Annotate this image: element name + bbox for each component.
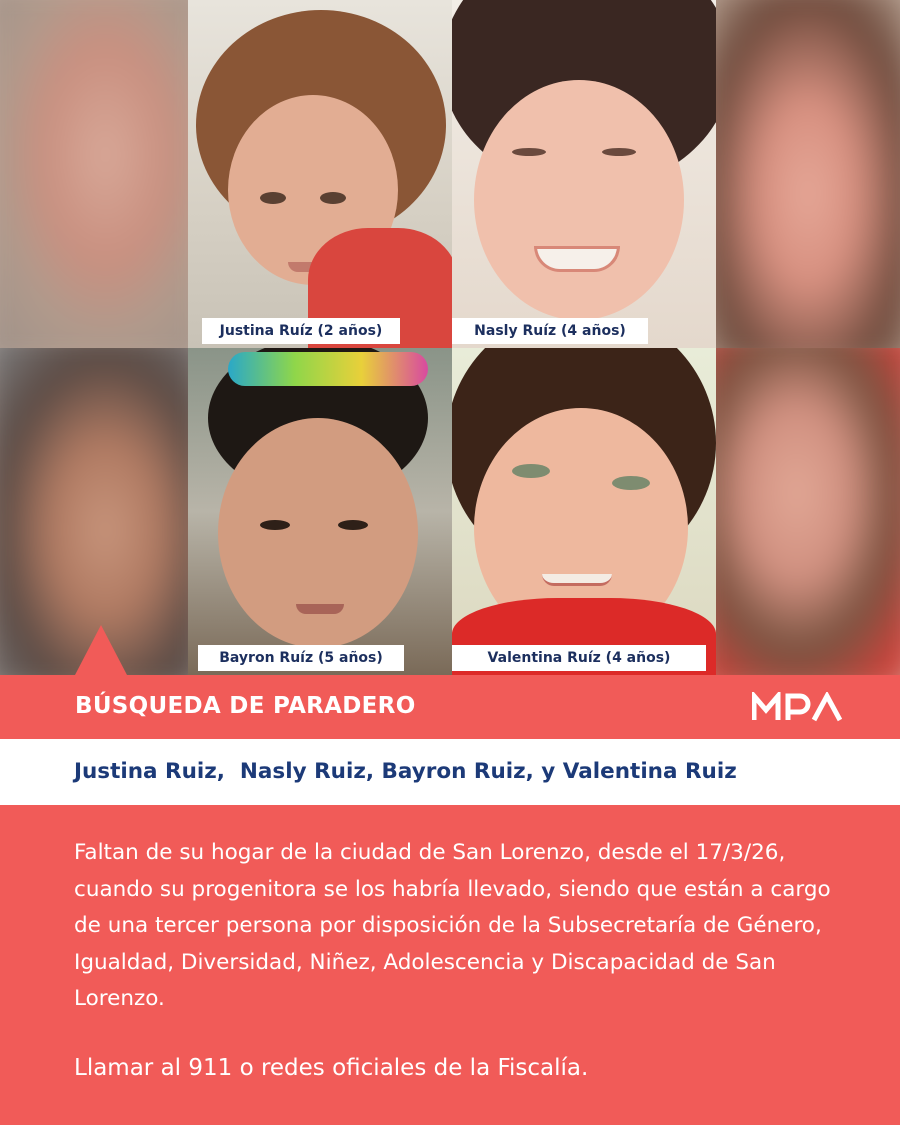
photo-bayron — [188, 348, 452, 675]
photo-label-justina: Justina Ruíz (2 años) — [202, 318, 400, 344]
photo-label-bayron: Bayron Ruíz (5 años) — [198, 645, 404, 671]
call-to-action-text: Llamar al 911 o redes oficiales de la Fiscalía. — [74, 1055, 589, 1081]
blurred-photo-bottom-right — [716, 348, 900, 675]
description-text: Faltan de su hogar de la ciudad de San Lorenzo, desde el 17/3/26, cuando su progenitora se los habría llevado, siendo que están a cargo de una tercer persona por disposición de la Subsecretaría de Género, Igualdad, Diversidad, Niñez, Adolescencia y Discapacidad de San Lorenzo. — [74, 840, 831, 1011]
photo-valentina — [452, 348, 716, 675]
blurred-photo-top-left — [0, 0, 188, 348]
page-title: BÚSQUEDA DE PARADERO — [75, 693, 416, 719]
names-band — [0, 739, 900, 805]
sunglasses-graphic — [228, 352, 428, 386]
title-band — [0, 675, 900, 739]
missing-names: Justina Ruiz, Nasly Ruiz, Bayron Ruiz, y Valentina Ruiz — [74, 759, 737, 784]
mpa-logo — [752, 692, 842, 722]
photo-nasly — [452, 0, 716, 348]
blurred-photo-top-right — [716, 0, 900, 348]
photo-justina — [188, 0, 452, 348]
title-notch — [75, 625, 127, 675]
body-section — [0, 805, 900, 1125]
photo-label-nasly: Nasly Ruíz (4 años) — [452, 318, 648, 344]
photo-label-valentina: Valentina Ruíz (4 años) — [452, 645, 706, 671]
